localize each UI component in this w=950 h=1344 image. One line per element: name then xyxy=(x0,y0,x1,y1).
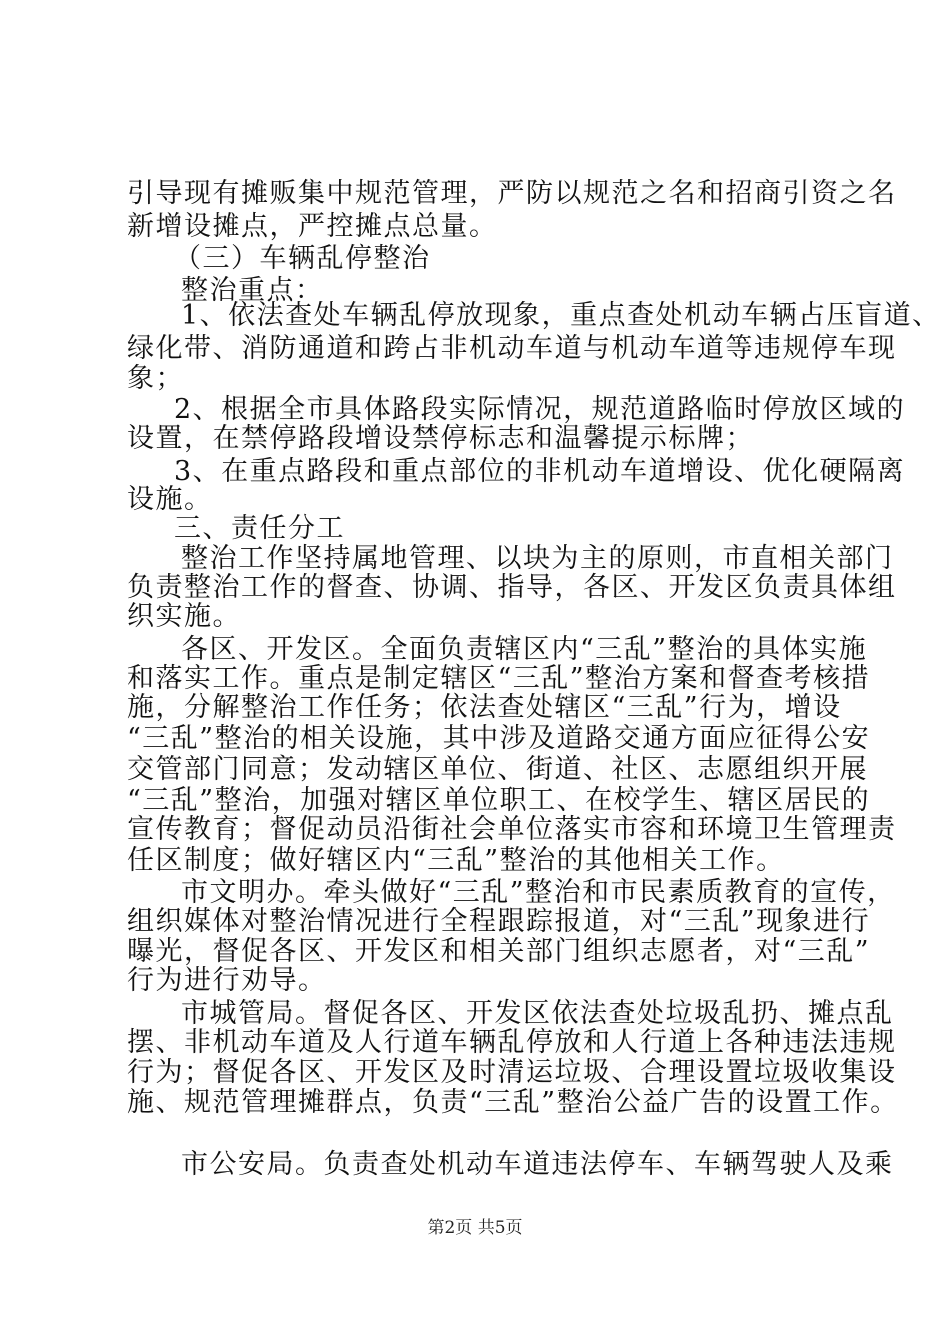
text-line: 引导现有摊贩集中规范管理，严防以规范之名和招商引资之名 xyxy=(127,178,897,209)
text-line: 施，分解整治工作任务；依法查处辖区“三乱”行为，增设 xyxy=(127,692,842,723)
text-line: 2、根据全市具体路段实际情况，规范道路临时停放区域的 xyxy=(174,394,906,425)
section-heading: 三、责任分工 xyxy=(174,513,345,544)
text-line: 设施。 xyxy=(127,484,213,515)
text-line: 市文明办。牵头做好“三乱”整治和市民素质教育的宣传， xyxy=(181,877,896,908)
text-line: 整治工作坚持属地管理、以块为主的原则，市直相关部门 xyxy=(181,543,894,574)
text-line: 曝光，督促各区、开发区和相关部门组织志愿者，对“三乱” xyxy=(127,936,871,967)
text-line: 各区、开发区。全面负责辖区内“三乱”整治的具体实施 xyxy=(181,634,868,665)
section-heading: （三）车辆乱停整治 xyxy=(174,243,431,274)
text-line: 整治重点： xyxy=(181,275,324,306)
text-line: 市城管局。督促各区、开发区依法查处垃圾乱扔、摊点乱 xyxy=(181,998,894,1029)
page-number-footer: 第2页 共5页 xyxy=(427,1218,523,1238)
text-line: 象； xyxy=(127,363,184,394)
text-line: 织实施。 xyxy=(127,601,241,632)
text-line: 行为进行劝导。 xyxy=(127,965,327,996)
text-line: 组织媒体对整治情况进行全程跟踪报道，对“三乱”现象进行 xyxy=(127,906,871,937)
text-line: 设置，在禁停路段增设禁停标志和温馨提示标牌； xyxy=(127,423,754,454)
text-line: “三乱”整治，加强对辖区单位职工、在校学生、辖区居民的 xyxy=(127,785,871,816)
text-line: 摆、非机动车道及人行道车辆乱停放和人行道上各种违法违规 xyxy=(127,1027,897,1058)
text-line: 和落实工作。重点是制定辖区“三乱”整治方案和督查考核措 xyxy=(127,663,871,694)
text-line: 交管部门同意；发动辖区单位、街道、社区、志愿组织开展 xyxy=(127,754,868,785)
text-line: 负责整治工作的督查、协调、指导，各区、开发区负责具体组 xyxy=(127,572,897,603)
text-line: 任区制度；做好辖区内“三乱”整治的其他相关工作。 xyxy=(127,845,785,876)
text-line: 施、规范管理摊群点，负责“三乱”整治公益广告的设置工作。 xyxy=(127,1087,899,1118)
text-line: 市公安局。负责查处机动车道违法停车、车辆驾驶人及乘 xyxy=(181,1149,894,1180)
text-line: “三乱”整治的相关设施，其中涉及道路交通方面应征得公安 xyxy=(127,723,871,754)
text-line: 宣传教育；督促动员沿街社会单位落实市容和环境卫生管理责 xyxy=(127,814,897,845)
text-line: 行为；督促各区、开发区及时清运垃圾、合理设置垃圾收集设 xyxy=(127,1057,897,1088)
text-line: 绿化带、消防通道和跨占非机动车道与机动车道等违规停车现 xyxy=(127,333,897,364)
text-line: 1、依法查处车辆乱停放现象，重点查处机动车辆占压盲道、 xyxy=(181,300,941,331)
text-line: 3、在重点路段和重点部位的非机动车道增设、优化硬隔离 xyxy=(174,456,906,487)
text-line: 新增设摊点，严控摊点总量。 xyxy=(127,211,498,242)
